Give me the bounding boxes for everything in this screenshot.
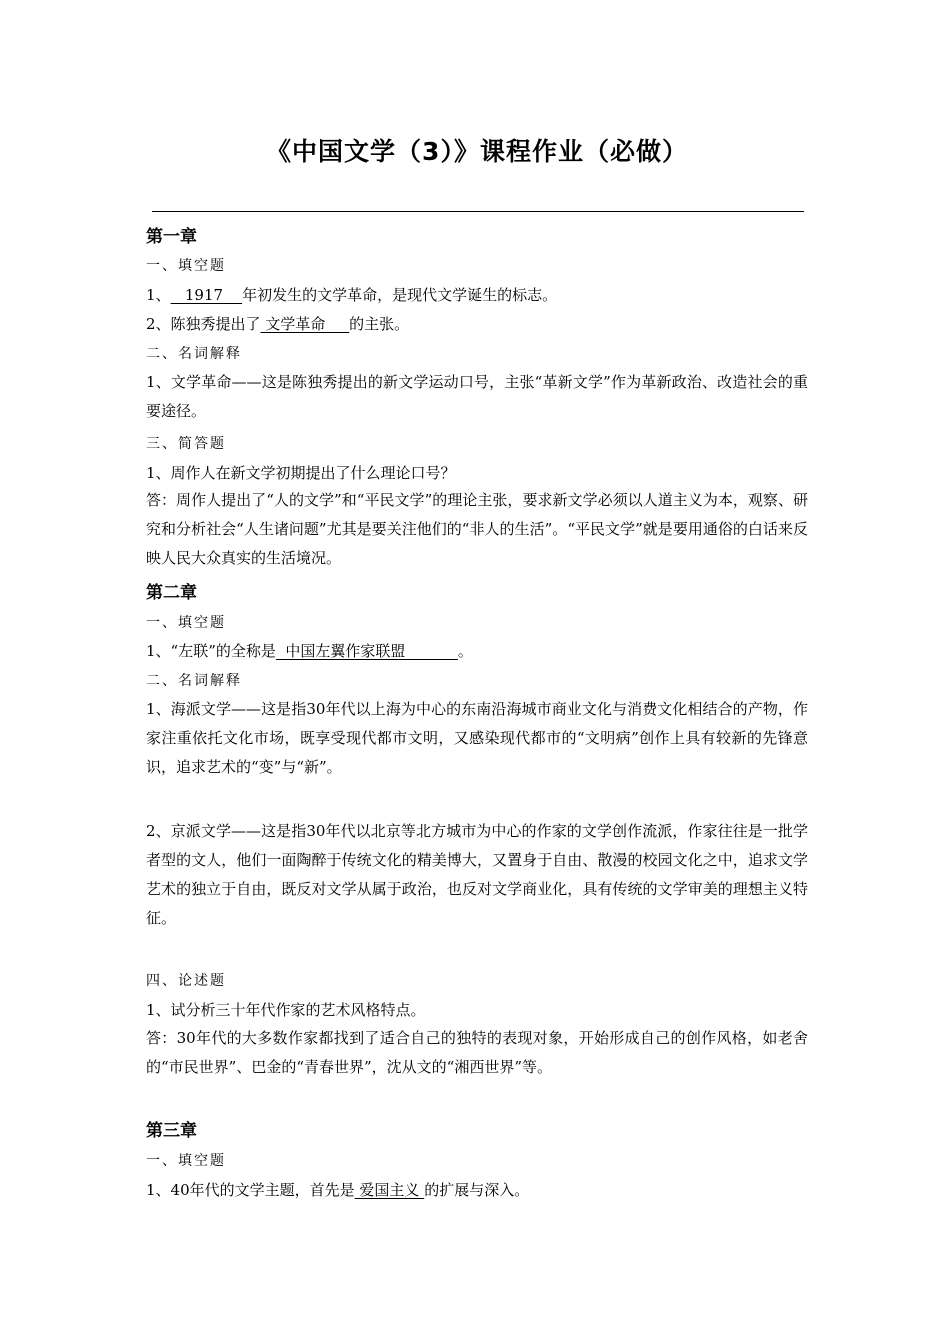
document-title: 《中国文学（3）》课程作业（必做）: [266, 137, 688, 166]
ch2-term-definition-1: 1、海派文学——这是指30年代以上海为中心的东南沿海城市商业文化与消费文化相结合的产物，作家注重依托文化市场，既享受现代都市文明，又感染现代都市的“文明病”创作上具有较新的先锋意识，追求艺术的“变”与“新”。: [146, 700, 808, 776]
ch2-fill-question-1: 1、“左联”的全称是 中国左翼作家联盟 。: [146, 642, 473, 660]
answer-blank: 爱国主义: [354, 1181, 425, 1199]
ch2-essay-answer-1: 答：30年代的大多数作家都找到了适合自己的独特的表现对象，开始形成自己的创作风格，如老舍的“市民世界”、巴金的“青春世界”，沈从文的“湘西世界”等。: [146, 1029, 808, 1076]
ch2-term-definition-2: 2、京派文学——这是指30年代以北京等北方城市为中心的作家的文学创作流派，作家往往是一批学者型的文人，他们一面陶醉于传统文化的精美博大，又置身于自由、散漫的校园文化之中，追求文学艺术的独立于自由，既反对文学从属于政治，也反对文学商业化，具有传统的文学审美的理想主义特征。: [146, 822, 808, 927]
ch2-section-essay: 四、论述题: [146, 973, 226, 989]
ch1-short-answer-1: 答：周作人提出了“人的文学”和“平民文学”的理论主张，要求新文学必须以人道主义为本，观察、研究和分析社会“人生诸问题”尤其是要关注他们的“非人的生活”。“平民文学”就是要用通俗的白话来反映人民大众真实的生活境况。: [146, 491, 808, 567]
answer-blank: 文学革命: [260, 315, 350, 333]
ch3-fill-question-1: 1、40年代的文学主题，首先是 爱国主义 的扩展与深入。: [146, 1181, 530, 1199]
ch1-section-term: 二、名词解释: [146, 346, 242, 362]
answer-blank: 中国左翼作家联盟: [275, 642, 458, 660]
chapter-3-heading: 第三章: [146, 1121, 197, 1141]
chapter-1-heading: 第一章: [146, 227, 197, 247]
title-divider: [152, 211, 804, 212]
ch2-section-term: 二、名词解释: [146, 673, 242, 689]
ch1-fill-question-1: 1、 1917 年初发生的文学革命，是现代文学诞生的标志。: [146, 286, 558, 304]
ch1-section-short-answer: 三、简答题: [146, 436, 226, 452]
ch1-term-definition-1: 1、文学革命——这是陈独秀提出的新文学运动口号，主张“革新文学”作为革新政治、改造社会的重要途径。: [146, 373, 808, 420]
ch3-section-fill-blank: 一、填空题: [146, 1153, 226, 1169]
ch1-short-question-1: 1、周作人在新文学初期提出了什么理论口号？: [146, 464, 456, 482]
ch2-essay-question-1: 1、试分析三十年代作家的艺术风格特点。: [146, 1001, 426, 1019]
chapter-2-heading: 第二章: [146, 583, 197, 603]
ch1-section-fill-blank: 一、填空题: [146, 258, 226, 274]
answer-blank: 1917: [170, 286, 243, 304]
ch1-fill-question-2: 2、陈独秀提出了 文学革命 的主张。: [146, 315, 410, 333]
ch2-section-fill-blank: 一、填空题: [146, 615, 226, 631]
